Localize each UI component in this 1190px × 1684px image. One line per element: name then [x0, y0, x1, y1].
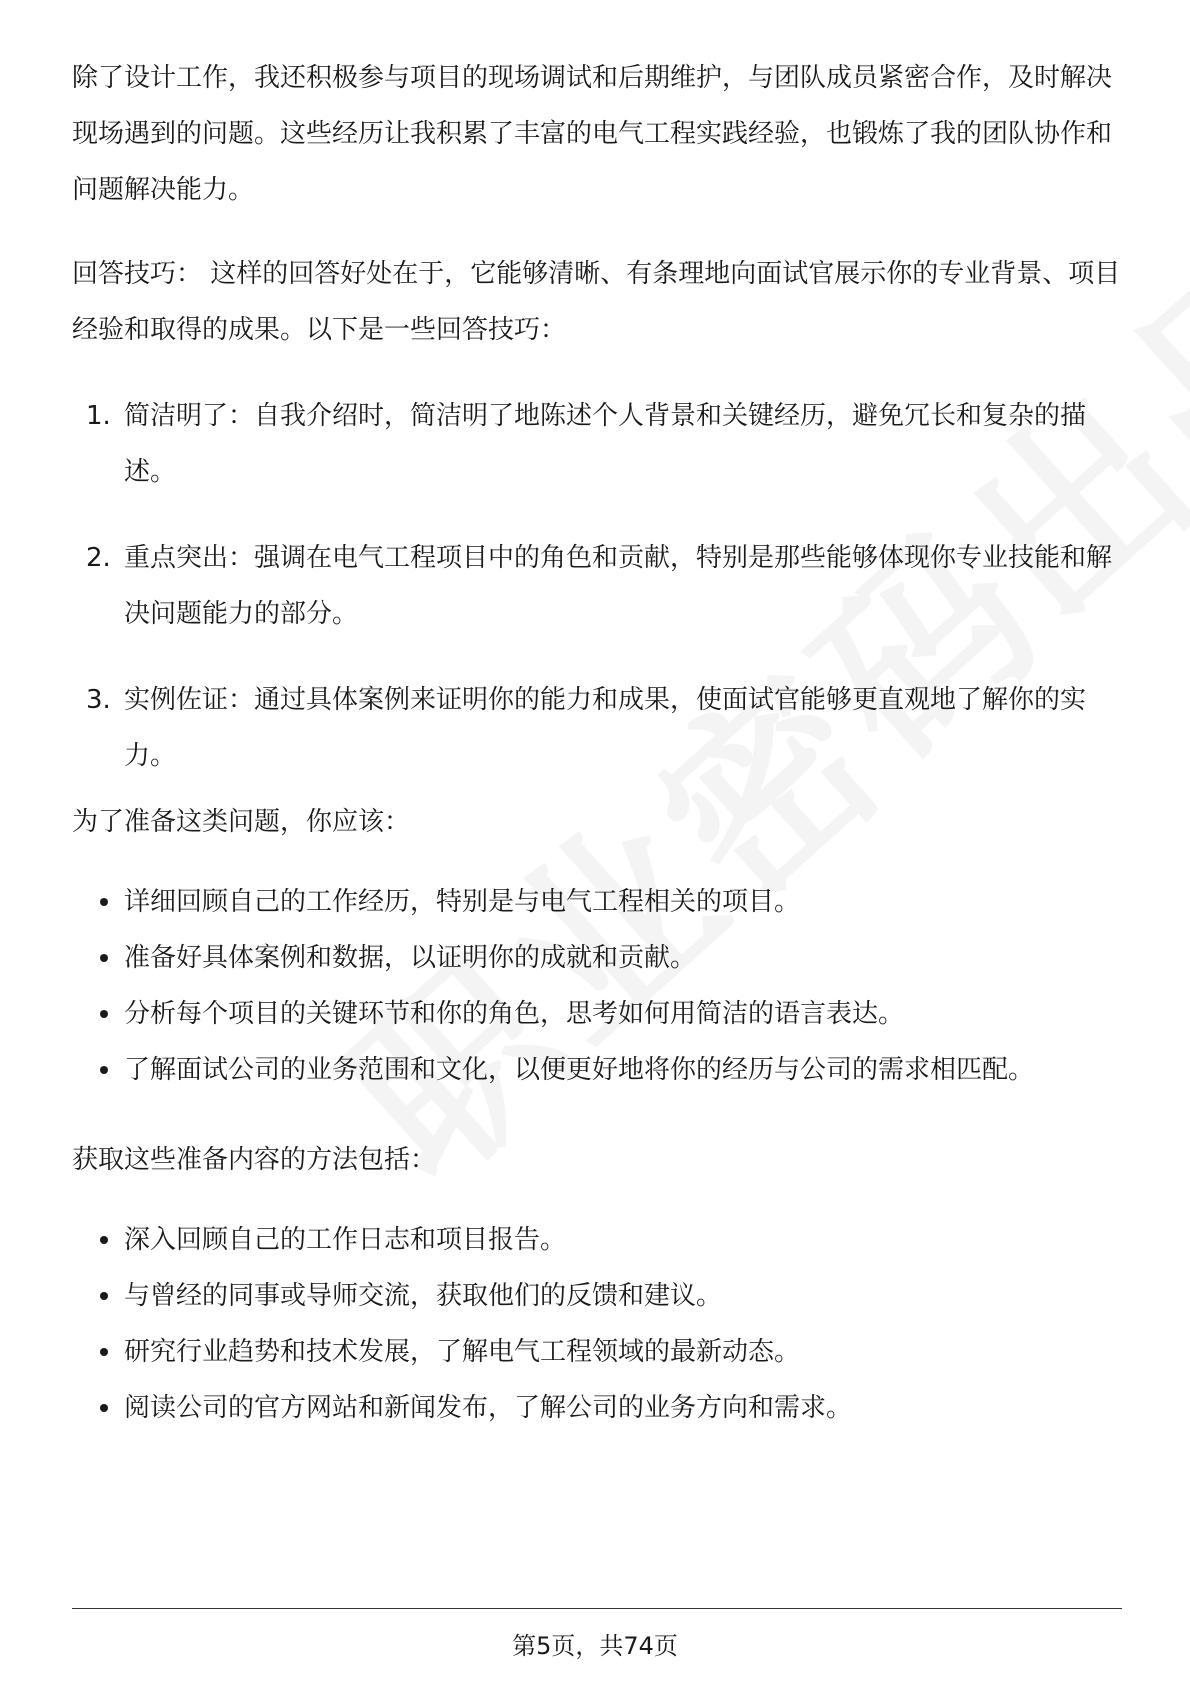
bullet-icon	[100, 1404, 108, 1412]
bullet-icon	[100, 1066, 108, 1074]
tips-list	[72, 388, 1122, 784]
tip-text: 实例佐证：通过具体案例来证明你的能力和成果，使面试官能够更直观地了解你的实力。	[124, 685, 1087, 771]
list-item	[72, 874, 1122, 930]
bullet-icon	[100, 898, 108, 906]
bullet-icon	[100, 1010, 108, 1018]
list-item	[72, 1268, 1122, 1324]
page-number: 第5页，共74页	[512, 1632, 678, 1660]
tip-item	[72, 530, 1122, 642]
footer-divider	[72, 1608, 1122, 1609]
tip-text: 简洁明了：自我介绍时，简洁明了地陈述个人背景和关键经历，避免冗长和复杂的描述。	[124, 401, 1087, 487]
list-item-text: 了解面试公司的业务范围和文化，以便更好地将你的经历与公司的需求相匹配。	[124, 1055, 1035, 1085]
methods-list	[72, 1212, 1122, 1436]
tip-number: 1.	[86, 401, 111, 431]
prepare-heading: 为了准备这类问题，你应该：	[72, 807, 411, 837]
intro-paragraph: 除了设计工作，我还积极参与项目的现场调试和后期维护，与团队成员紧密合作，及时解决现场遇到的问题。这些经历让我积累了丰富的电气工程实践经验，也锻炼了我的团队协作和问题解决能力。	[72, 63, 1113, 205]
bullet-icon	[100, 1348, 108, 1356]
bullet-icon	[100, 1292, 108, 1300]
list-item	[72, 930, 1122, 986]
bullet-icon	[100, 954, 108, 962]
list-item-text: 与曾经的同事或导师交流，获取他们的反馈和建议。	[124, 1281, 723, 1311]
list-item	[72, 986, 1122, 1042]
bullet-icon	[100, 1236, 108, 1244]
page-content	[72, 50, 1122, 1436]
tip-number: 3.	[86, 685, 111, 715]
list-item-text: 准备好具体案例和数据，以证明你的成就和贡献。	[124, 943, 697, 973]
list-item-text: 分析每个项目的关键环节和你的角色，思考如何用简洁的语言表达。	[124, 999, 905, 1029]
methods-heading: 获取这些准备内容的方法包括：	[72, 1145, 437, 1175]
tip-number: 2.	[86, 543, 111, 573]
list-item-text: 阅读公司的官方网站和新闻发布，了解公司的业务方向和需求。	[124, 1393, 853, 1423]
list-item	[72, 1042, 1122, 1098]
prepare-list	[72, 874, 1122, 1098]
answer-tips-paragraph: 回答技巧： 这样的回答好处在于，它能够清晰、有条理地向面试官展示你的专业背景、项目经验和取得的成果。以下是一些回答技巧：	[72, 259, 1121, 345]
list-item-text: 详细回顾自己的工作经历，特别是与电气工程相关的项目。	[124, 887, 801, 917]
list-item-text: 深入回顾自己的工作日志和项目报告。	[124, 1225, 567, 1255]
list-item	[72, 1380, 1122, 1436]
tip-item	[72, 388, 1122, 500]
tip-item	[72, 672, 1122, 784]
list-item	[72, 1212, 1122, 1268]
list-item	[72, 1324, 1122, 1380]
tip-text: 重点突出：强调在电气工程项目中的角色和贡献，特别是那些能够体现你专业技能和解决问题能力的部分。	[124, 543, 1113, 629]
list-item-text: 研究行业趋势和技术发展，了解电气工程领域的最新动态。	[124, 1337, 801, 1367]
